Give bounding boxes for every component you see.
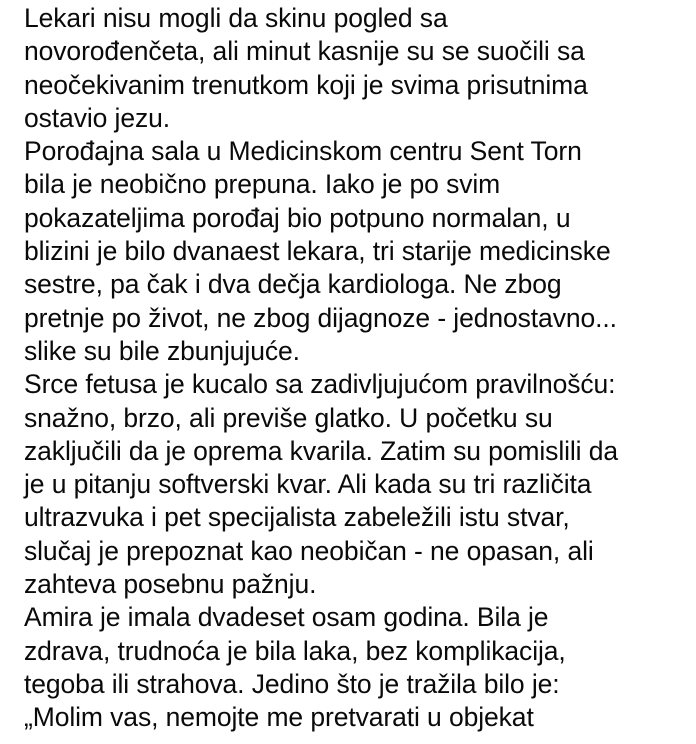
text-line: ultrazvuka i pet specijalista zabeležili istu stvar, <box>24 502 570 533</box>
paragraph <box>24 368 696 601</box>
text-line: pretnje po život, ne zbog dijagnoze - jednostavno... <box>24 302 617 333</box>
post-body-text <box>24 2 696 735</box>
text-line: zahteva posebnu pažnju. <box>24 569 317 600</box>
text-line: Srce fetusa je kucalo sa zadivljujućom pravilnošću: <box>24 369 616 400</box>
text-line: pokazateljima porođaj bio potpuno normalan, u <box>24 202 571 233</box>
text-line: neočekivanim trenutkom koji je svima prisutnima <box>24 69 588 100</box>
text-line: Porođajna sala u Medicinskom centru Sent Torn <box>24 136 582 167</box>
paragraph <box>24 135 696 368</box>
text-line: ostavio jezu. <box>24 102 171 133</box>
text-line: „Molim vas, nemojte me pretvarati u objekat <box>24 702 534 733</box>
text-line: zaključili da je oprema kvarila. Zatim su pomislili da <box>24 435 619 466</box>
paragraph <box>24 601 696 734</box>
text-line: bila je neobično prepuna. Iako je po svim <box>24 169 501 200</box>
text-line: snažno, brzo, ali previše glatko. U početku su <box>24 402 553 433</box>
text-line: sestre, pa čak i dva dečja kardiologa. Ne zbog <box>24 269 562 300</box>
text-line: Amira je imala dvadeset osam godina. Bila je <box>24 602 549 633</box>
text-line: zdrava, trudnoća je bila laka, bez komplikacija, <box>24 635 566 666</box>
text-line: novorođenčeta, ali minut kasnije su se suočili sa <box>24 36 585 67</box>
text-line: blizini je bilo dvanaest lekara, tri starije medicinske <box>24 236 611 267</box>
paragraph <box>24 2 696 135</box>
text-line: Lekari nisu mogli da skinu pogled sa <box>24 3 448 33</box>
text-line: slike su bile zbunjujuće. <box>24 335 300 366</box>
text-line: tegoba ili strahova. Jedino što je tražila bilo je: <box>24 668 560 699</box>
text-line: slučaj je prepoznat kao neobičan - ne opasan, ali <box>24 535 594 566</box>
text-line: je u pitanju softverski kvar. Ali kada su tri različita <box>24 469 592 500</box>
